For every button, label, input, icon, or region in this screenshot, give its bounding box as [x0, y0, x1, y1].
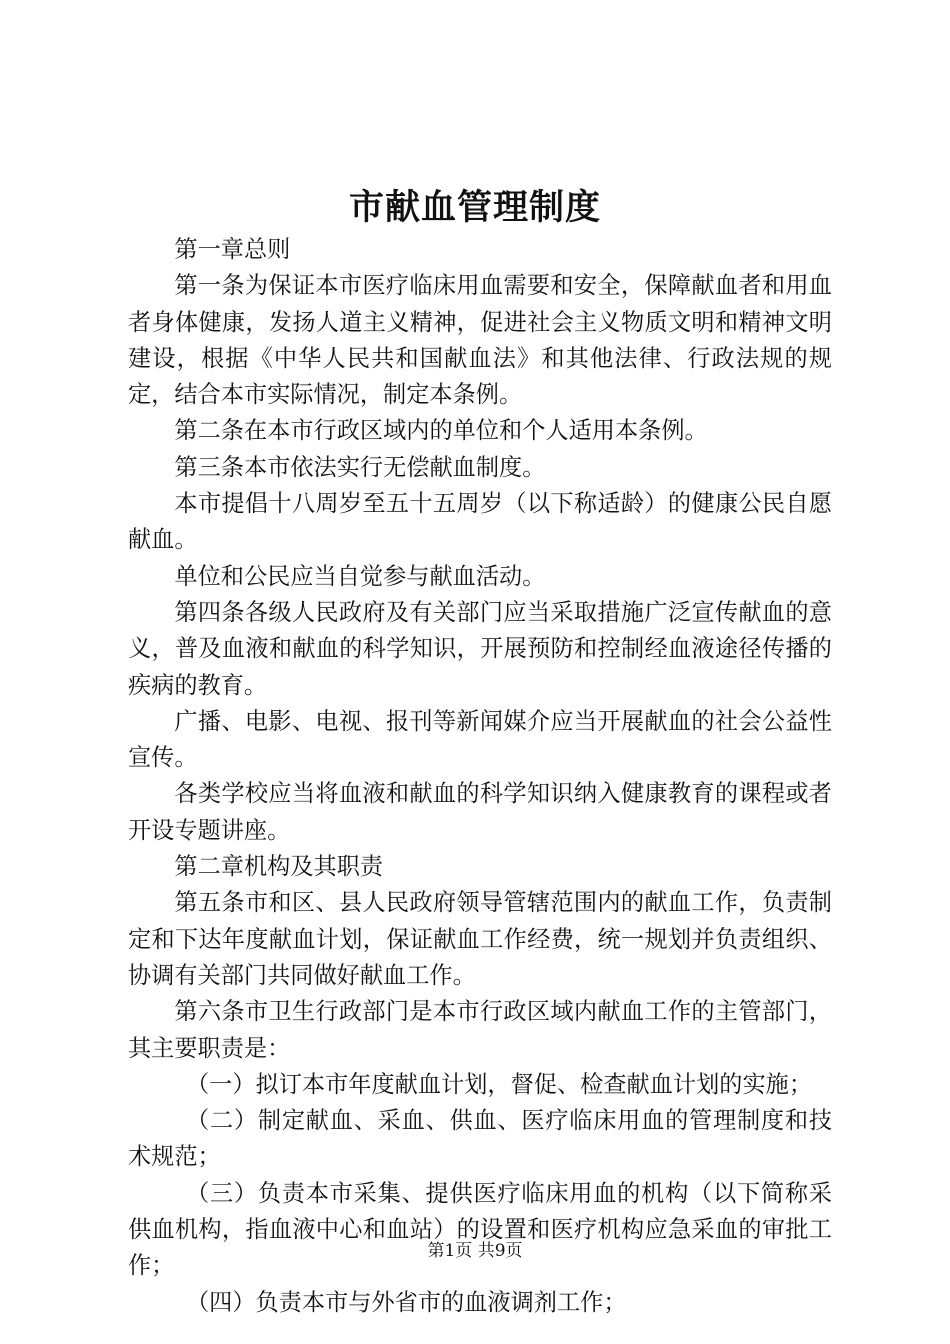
- list-item: （三）负责本市采集、提供医疗临床用血的机构（以下简称采供血机构，指血液中心和血站）的设置和医疗机构应急采血的审批工作；: [128, 1179, 832, 1280]
- body-paragraph: 广播、电影、电视、报刊等新闻媒介应当开展献血的社会公益性宣传。: [128, 707, 832, 772]
- page-number-footer: 第1页 共9页: [427, 1241, 523, 1261]
- chapter-heading: 第二章机构及其职责: [174, 853, 384, 881]
- article-paragraph: 第四条各级人民政府及有关部门应当采取措施广泛宣传献血的意义，普及血液和献血的科学知识，开展预防和控制经血液途径传播的疾病的教育。: [128, 598, 832, 699]
- article-paragraph: 第六条市卫生行政部门是本市行政区域内献血工作的主管部门，其主要职责是：: [128, 998, 832, 1062]
- list-item: （二）制定献血、采血、供血、医疗临床用血的管理制度和技术规范；: [128, 1107, 832, 1171]
- article-paragraph: 第一条为保证本市医疗临床用血需要和安全，保障献血者和用血者身体健康，发扬人道主义精神，促进社会主义物质文明和精神文明建设，根据《中华人民共和国献血法》和其他法律、行政法规的规定，结合本市实际情况，制定本条例。: [128, 272, 832, 409]
- article-paragraph: 第三条本市依法实行无偿献血制度。: [174, 453, 546, 481]
- chapter-heading: 第一章总则: [174, 236, 291, 263]
- body-paragraph: 本市提倡十八周岁至五十五周岁（以下称适龄）的健康公民自愿献血。: [128, 490, 832, 554]
- article-paragraph: 第五条市和区、县人民政府领导管辖范围内的献血工作，负责制定和下达年度献血计划，保证献血工作经费，统一规划并负责组织、协调有关部门共同做好献血工作。: [128, 889, 832, 989]
- body-paragraph: 各类学校应当将血液和献血的科学知识纳入健康教育的课程或者开设专题讲座。: [128, 780, 832, 844]
- document-title: 市献血管理制度: [348, 187, 601, 228]
- body-paragraph: 单位和公民应当自觉参与献血活动。: [174, 562, 546, 590]
- document-body: [128, 232, 832, 1321]
- list-item: （四）负责本市与外省市的血液调剂工作；: [186, 1288, 627, 1316]
- list-item: （一）拟订本市年度献血计划，督促、检查献血计划的实施；: [186, 1070, 813, 1098]
- article-paragraph: 第二条在本市行政区域内的单位和个人适用本条例。: [174, 417, 708, 445]
